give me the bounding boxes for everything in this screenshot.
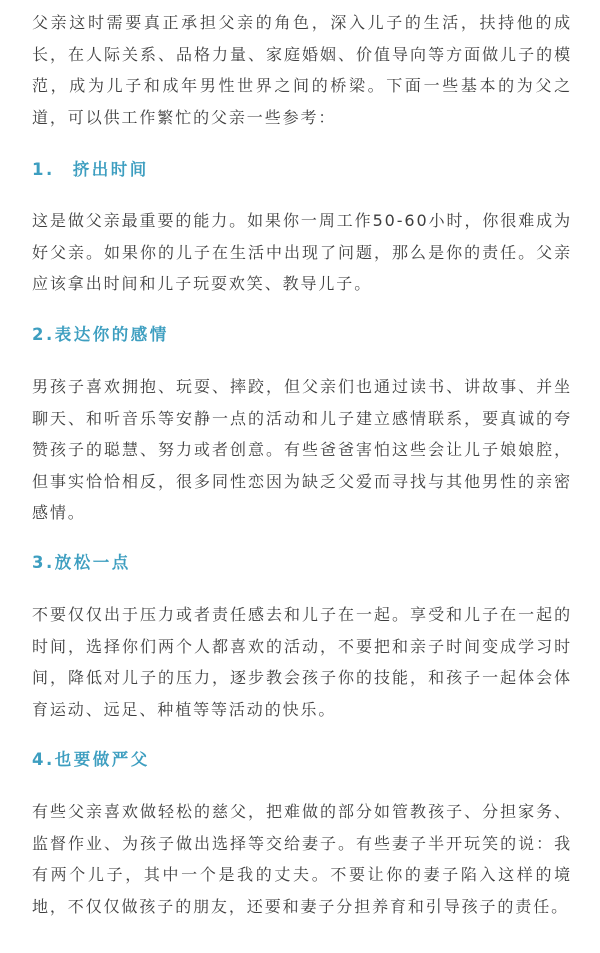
section-title: 也要做严父 — [54, 750, 150, 769]
section-title: 挤出时间 — [72, 160, 149, 179]
section-title: 表达你的感情 — [54, 325, 169, 344]
section-heading-4 — [32, 748, 150, 772]
section-body-3: 不要仅仅出于压力或者责任感去和儿子在一起。享受和儿子在一起的时间，选择你们两个人都喜欢的活动，不要把和亲子时间变成学习时间，降低对儿子的压力，逐步教会孩子你的技能，和孩子一起体会体育运动、远足、种植等等活动的快乐。 — [32, 605, 572, 719]
section-heading-2 — [32, 323, 169, 347]
intro-paragraph: 父亲这时需要真正承担父亲的角色，深入儿子的生活，扶持他的成长，在人际关系、品格力量、家庭婚姻、价值导向等方面做儿子的模范，成为儿子和成年男性世界之间的桥梁。下面一些基本的为父之道，可以供工作繁忙的父亲一些参考： — [32, 13, 572, 127]
section-heading-1 — [32, 158, 149, 182]
section-number: 3. — [32, 553, 55, 572]
section-number: 1. — [32, 160, 55, 179]
section-number: 2. — [32, 325, 55, 344]
section-number: 4. — [32, 750, 55, 769]
section-body-4: 有些父亲喜欢做轻松的慈父，把难做的部分如管教孩子、分担家务、监督作业、为孩子做出选择等交给妻子。有些妻子半开玩笑的说：我有两个儿子，其中一个是我的丈夫。不要让你的妻子陷入这样的境地，不仅仅做孩子的朋友，还要和妻子分担养育和引导孩子的责任。 — [32, 802, 572, 916]
section-heading-3 — [32, 551, 131, 575]
section-body-2: 男孩子喜欢拥抱、玩耍、摔跤，但父亲们也通过读书、讲故事、并坐聊天、和听音乐等安静一点的活动和儿子建立感情联系，要真诚的夸赞孩子的聪慧、努力或者创意。有些爸爸害怕这些会让儿子娘娘腔，但事实恰恰相反，很多同性恋因为缺乏父爱而寻找与其他男性的亲密感情。 — [32, 377, 572, 522]
section-title: 放松一点 — [54, 553, 131, 572]
section-body-1: 这是做父亲最重要的能力。如果你一周工作50-60小时，你很难成为好父亲。如果你的儿子在生活中出现了问题，那么是你的责任。父亲应该拿出时间和儿子玩耍欢笑、教导儿子。 — [32, 211, 572, 293]
